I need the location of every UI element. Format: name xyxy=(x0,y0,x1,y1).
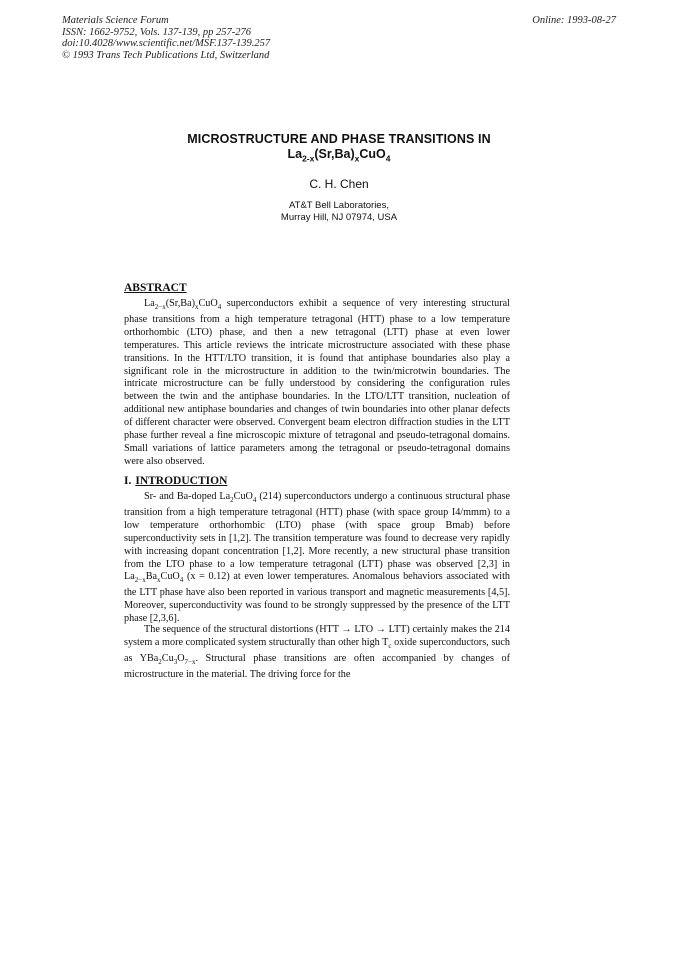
formula-part: (Sr,Ba) xyxy=(314,147,355,161)
formula-sub: 2 xyxy=(230,496,234,505)
text-run: The sequence of the structural distortions (HTT → LTO → LTT) certainly makes the 214 system a more complicated system structurally than other high T xyxy=(124,624,510,648)
author-name: C. H. Chen xyxy=(309,176,369,191)
text-run: O xyxy=(177,652,185,664)
abstract-paragraph xyxy=(124,298,510,469)
formula-sub: 4 xyxy=(385,153,391,164)
introduction-heading xyxy=(124,475,227,487)
affiliation xyxy=(0,200,678,224)
formula-part: La xyxy=(287,147,303,161)
formula-sub: 2 xyxy=(158,657,162,666)
section-number: I. xyxy=(124,475,132,487)
text-run: Sr- and Ba-doped La xyxy=(144,491,231,502)
doi-line: doi:10.4028/www.scientific.net/MSF.137-139.257 xyxy=(62,38,271,49)
copyright-line: © 1993 Trans Tech Publications Ltd, Switzerland xyxy=(62,49,270,61)
formula-sub: 7−x xyxy=(184,657,196,666)
formula-sub: 4 xyxy=(252,496,257,505)
journal-name: Materials Science Forum xyxy=(62,15,169,26)
text-run: Cu xyxy=(161,652,174,664)
text-run: (214) superconductors undergo a continuous structural phase transition from a high temperature tetragonal (HTT) phase (with space group I4/mmm) to a low temperature orthorhombic (LTO) phase (with space group Bmab) before superconductivity sets in [1,2]. The transition temperature was found to decrease very rapidly with increasing dopant concentration [1,2]. More recently, a new structural phase transition from the LTO phase to a low temperature tetragonal (LTT) phase was observed [2,3] in La xyxy=(124,491,511,583)
formula-sub: x xyxy=(195,303,199,312)
formula-sub: x xyxy=(354,153,360,164)
formula-sub: c xyxy=(388,641,392,650)
affiliation-line1: AT&T Bell Laboratories, xyxy=(289,199,389,211)
formula-part: (Sr,Ba) xyxy=(165,298,196,309)
intro-paragraph-2 xyxy=(124,624,510,682)
publication-metadata xyxy=(62,15,270,61)
abstract-heading: ABSTRACT xyxy=(124,282,187,294)
formula-sub: 4 xyxy=(179,576,184,585)
text-run: CuO xyxy=(233,491,253,502)
formula-sub: 4 xyxy=(217,303,222,312)
text-run: oxide superconductors, such as YBa xyxy=(124,636,511,664)
intro-paragraph-1 xyxy=(124,491,510,626)
paper-title-line1: MICROSTRUCTURE AND PHASE TRANSITIONS IN xyxy=(187,132,491,146)
formula-part: La xyxy=(144,298,155,309)
issn-line: ISSN: 1662-9752, Vols. 137-139, pp 257-276 xyxy=(62,26,251,38)
text-run: CuO xyxy=(160,571,180,583)
title-block xyxy=(0,132,678,224)
formula-sub: 3 xyxy=(173,657,178,666)
paper-title-formula xyxy=(0,147,678,164)
text-run: Ba xyxy=(145,571,158,583)
formula-sub: x xyxy=(157,576,161,585)
formula-part: CuO xyxy=(198,298,218,309)
text-run: . Structural phase transitions are often accompanied by changes of microstructure in the material. The driving force for the xyxy=(124,652,510,680)
section-title: INTRODUCTION xyxy=(135,475,228,487)
affiliation-line2: Murray Hill, NJ 07974, USA xyxy=(280,211,398,223)
text-run: (x = 0.12) at even lower temperatures. Anomalous behaviors associated with the LTT phase have also been reported in various transport and magnetic measurements [4,5]. Moreover, superconductivity was found to be strongly suppressed by the presence of the LTT phase [2,3,6]. xyxy=(124,571,510,625)
formula-sub: 2−x xyxy=(154,303,166,312)
formula-part: CuO xyxy=(359,147,386,161)
formula-sub: 2−x xyxy=(134,576,146,585)
formula-sub: 2-x xyxy=(302,153,315,164)
online-date: Online: 1993-08-27 xyxy=(532,15,616,26)
abstract-text: superconductors exhibit a sequence of very interesting structural phase transitions from a high temperature tetragonal (HTT) phase to a low temperature orthorhombic (LTO) phase, and then a new tetragonal (LTT) phase at even lower temperatures. This article reviews the intricate microstructure associated with these phase transitions. In the HTT/LTO transition, it is found that antiphase boundaries also play a significant role in the microstructure in addition to the twin/microtwin boundaries. The intricate microstructure can be fully understood by considering the configuration rules between the twin and the antiphase boundaries. In the LTO/LTT transition, nucleation of additional new antiphase boundaries and changes of twin boundaries into other planar defects of different character were observed. Convergent beam electron diffraction studies in the LTT phase further reveal a fine microscopic mixture of tetragonal and pseudo-tetragonal domains. Small variations of lattice parameters among the tetragonal or pseudo-tetragonal domains were also observed. xyxy=(124,298,510,467)
